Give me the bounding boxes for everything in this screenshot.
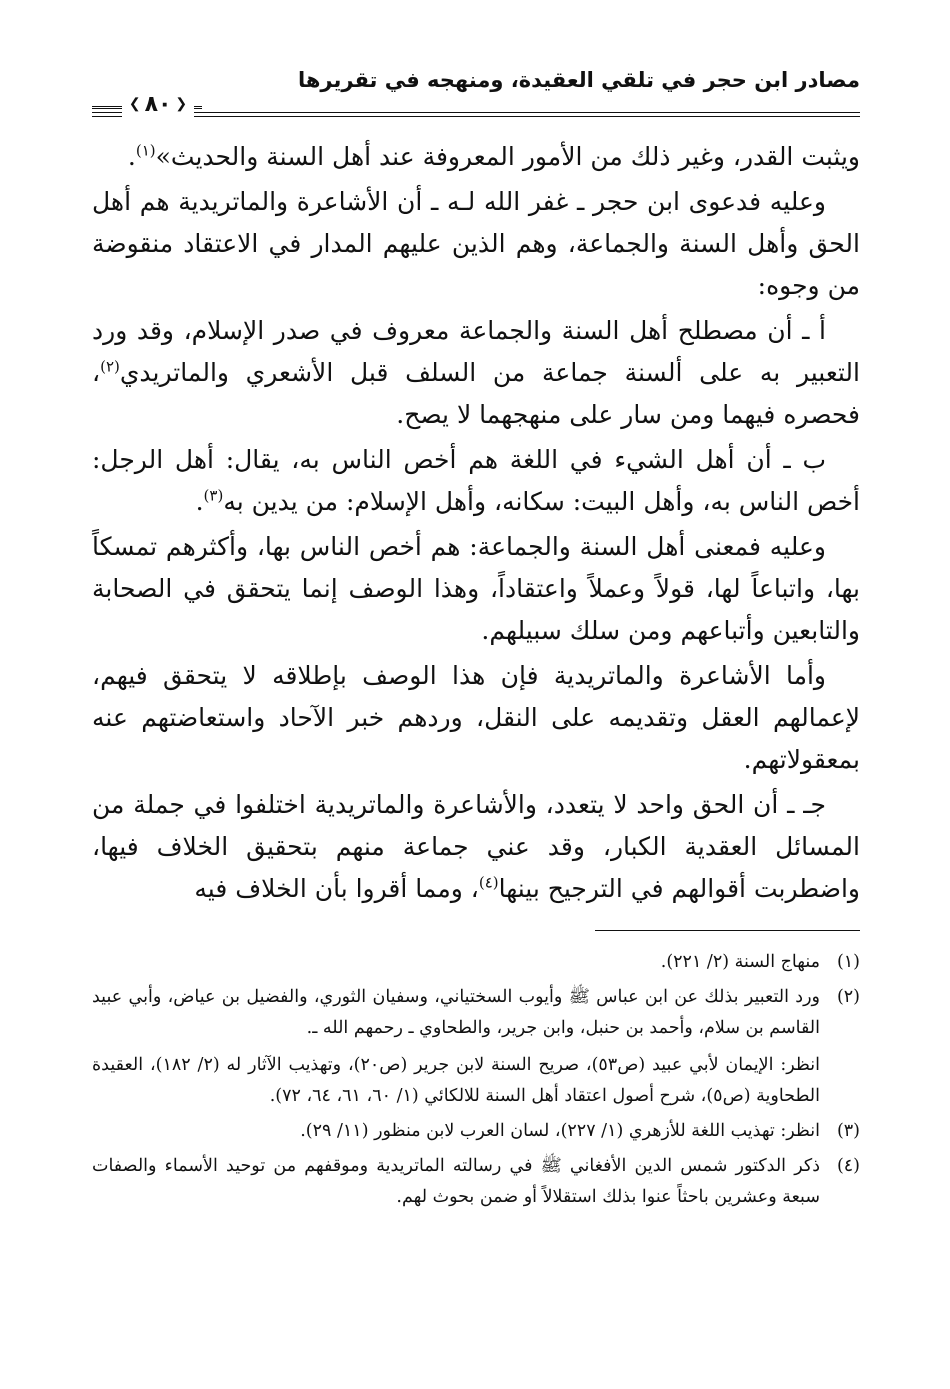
footnote-body [92,947,820,978]
footnote-ref: (٢) [100,357,120,376]
footnote-ref: (٣) [203,486,224,505]
paragraph: ويثبت القدر، وغير ذلك من الأمور المعروفة عند أهل السنة والحديث»$^{(١)}$. [127,141,860,171]
footnote-number: (٢) [836,987,860,1007]
footnote-item [92,1151,860,1213]
running-header-title: مصادر ابن حجر في تلقي العقيدة، ومنهجه في تقريرها [297,68,860,92]
footnote-number: (٤) [836,1156,860,1176]
paragraph: جـ ـ أن الحق واحد لا يتعدد، والأشاعرة والماتريدية اختلفوا في جملة من المسائل العقدية الكبار، وقد عني جماعة منهم بتحقيق الخلاف فيها، واضطربت أقوالهم في الترجيح بينها$^{(٤)}$، ومما أقروا بأن الخلاف فيه [92,790,860,903]
page-number-frame [122,89,194,119]
footnote-text: انظر: الإيمان لأبي عبيد (ص٥٣)، صريح السنة لابن جرير (ص٢٠)، وتهذيب الآثار له (٢/ ١٨٢)، العقيدة الطحاوية (ص٥)، شرح أصول اعتقاد أهل السنة للالكائي (١/ ٦٠، ٦١، ٦٤، ٧٢). [92,1055,820,1106]
header-rule-second [92,116,860,117]
page-number: ٨٠ [144,91,172,117]
footnote-body [92,1151,820,1213]
header-ornament-line-left [92,106,122,109]
paragraph: وعليه فمعنى أهل السنة والجماعة: هم أخص الناس بها، وأكثرهم تمسكاً بها، واتباعاً لها، قولاً وعملاً واعتقاداً، وهذا الوصف إنما يتحقق في الصحابة والتابعين وأتباعهم ومن سلك سبيلهم. [92,532,860,645]
header-ornament-line-right [194,106,202,109]
ornament-right-icon: ❯ [175,96,188,112]
footnote-item [92,947,860,978]
footnote-number: (٣) [836,1121,860,1141]
footnote-separator [595,930,860,931]
footnote-text: منهاج السنة (٢/ ٢٢١). [660,952,820,972]
footnote-body [92,982,820,1112]
footnote-body [92,1116,820,1147]
paragraph: أ ـ أن مصطلح أهل السنة والجماعة معروف في صدر الإسلام، وقد ورد التعبير به على ألسنة جماعة من السلف قبل الأشعري والماتريدي$^{(٢)}$، فحصره فيهما ومن سار على منهجهما لا يصح. [92,316,860,429]
footnote-ref: (٤) [478,873,499,892]
footnotes [92,947,860,1213]
footnote-ref: (١) [135,141,156,160]
footnote-item [92,982,860,1112]
paragraph: وأما الأشاعرة والماتريدية فإن هذا الوصف بإطلاقه لا يتحقق فيهم، لإعمالهم العقل وتقديمه على النقل، وردهم خبر الآحاد واستعاضتهم عنه بمعقولاتهم. [92,661,860,774]
footnote-text: ذكر الدكتور شمس الدين الأفغاني ﷺ في رسالته الماتريدية وموقفهم من توحيد الأسماء والصفات سبعة وعشرين باحثاً عنوا بذلك استقلالاً أو ضمن بحوث لهم. [92,1156,820,1207]
footnote-text: ورد التعبير بذلك عن ابن عباس ﷺ وأيوب السختياني، وسفيان الثوري، والفضيل بن عياض، وأبي عبيد القاسم بن سلام، وأحمد بن حنبل، وابن جرير، والطحاوي ـ رحمهم الله ـ. [92,987,820,1038]
main-text [92,136,860,910]
footnote-text: انظر: تهذيب اللغة للأزهري (١/ ٢٢٧)، لسان العرب لابن منظور (١١/ ٢٩). [300,1121,820,1141]
header-rule [92,112,860,113]
ornament-left-icon: ❮ [128,96,141,112]
footnote-number: (١) [836,952,860,972]
paragraph: وعليه فدعوى ابن حجر ـ غفر الله لـه ـ أن الأشاعرة والماتريدية هم أهل الحق وأهل السنة والجماعة، وهم الذين عليهم المدار في الاعتقاد منقوضة من وجوه: [92,187,860,300]
paragraph: ب ـ أن أهل الشيء في اللغة هم أخص الناس به، يقال: أهل الرجل: أخص الناس به، وأهل البيت: سكانه، وأهل الإسلام: من يدين به$^{(٣)}$. [92,445,860,516]
running-header [92,60,860,124]
book-page [92,60,860,1217]
footnote-item [92,1116,860,1147]
